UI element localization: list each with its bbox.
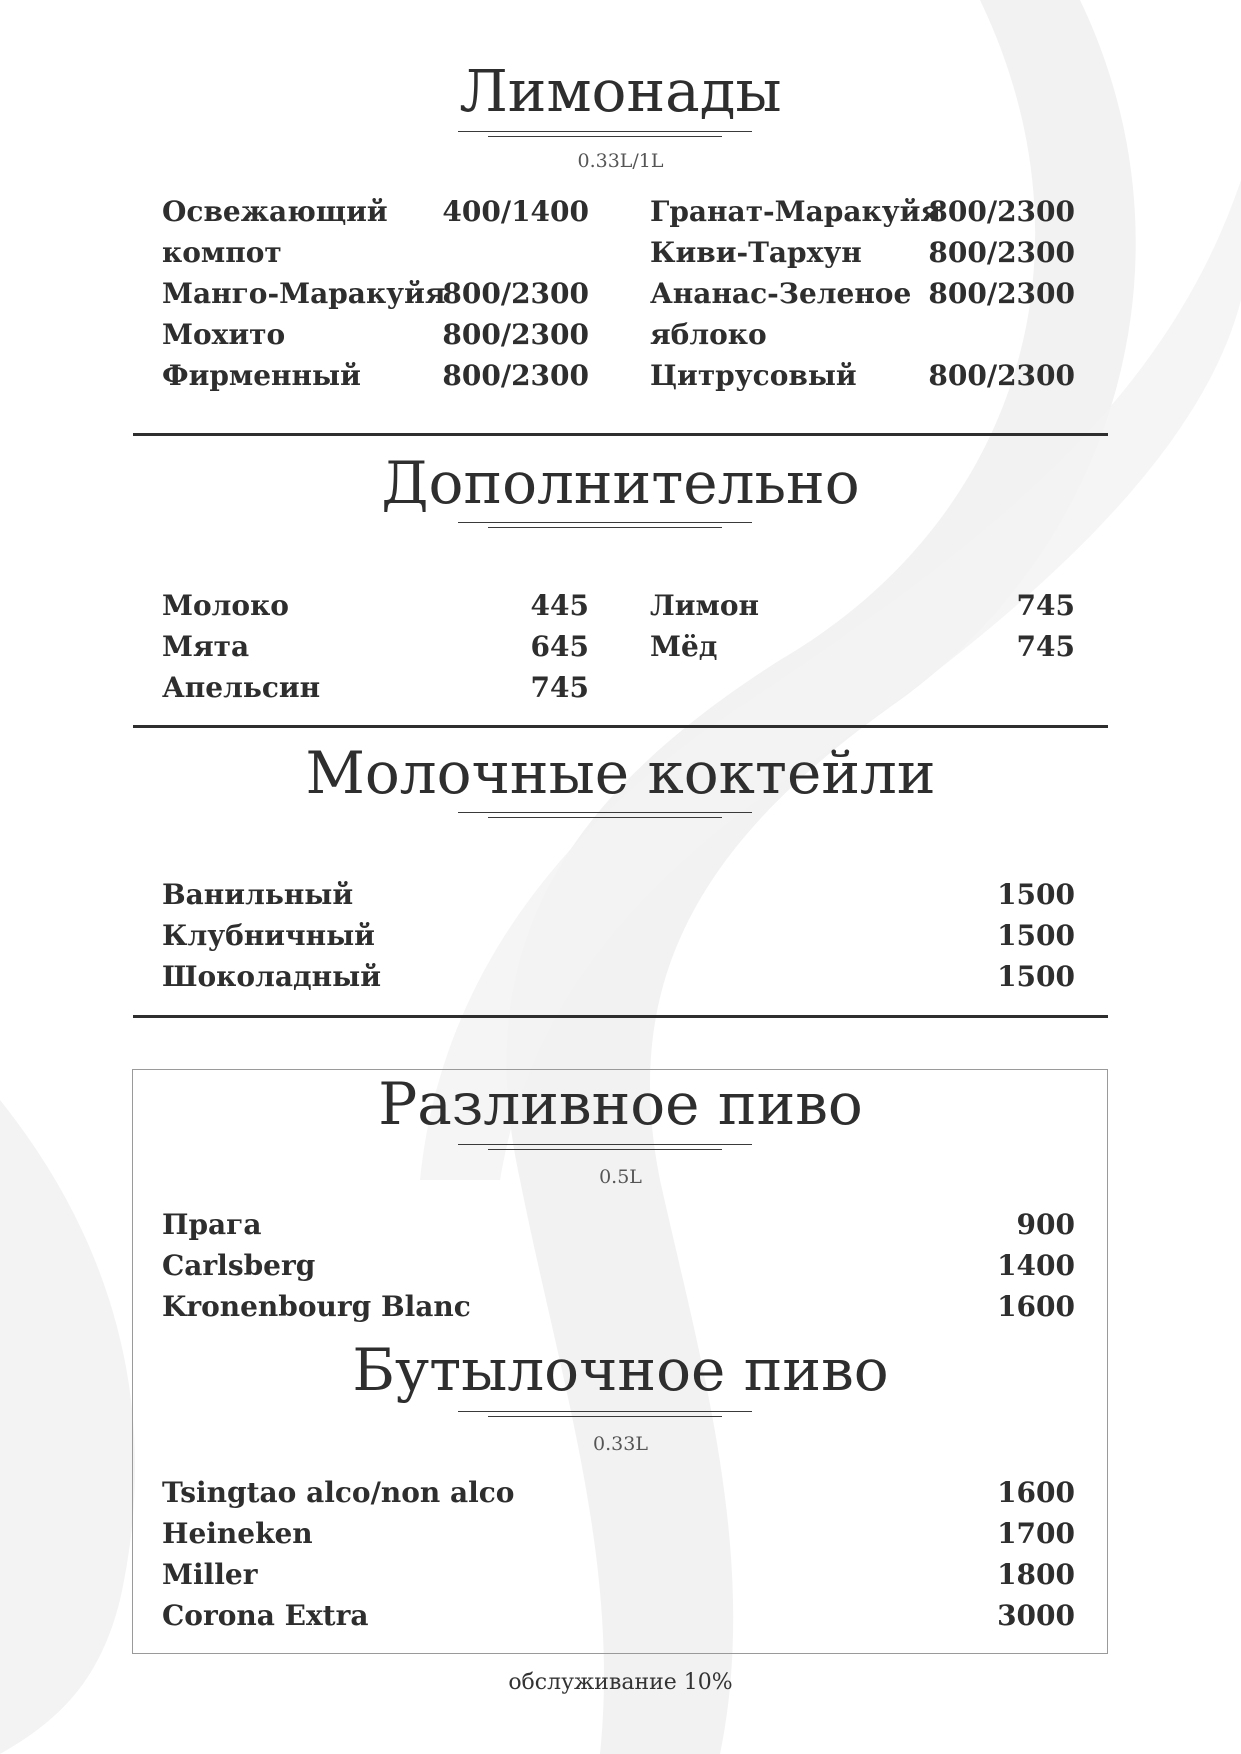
menu-item-name: Манго-Маракуйя: [162, 277, 446, 310]
menu-item-price: 1600: [997, 1476, 1075, 1509]
menu-item-name: Апельсин: [162, 671, 321, 704]
menu-item-name: Мёд: [650, 630, 718, 663]
menu-item-name: Клубничный: [162, 919, 375, 952]
section-divider: [133, 1015, 1108, 1018]
title-underline: [458, 812, 752, 818]
menu-item-price: 1400: [997, 1249, 1075, 1282]
menu-item-name: Corona Extra: [162, 1599, 369, 1632]
menu-item-price: 800/2300: [928, 277, 1075, 310]
menu-item-name: Цитрусовый: [650, 359, 857, 392]
menu-item-name: Ванильный: [162, 878, 354, 911]
draft-beer-title: Разливное пиво: [378, 1070, 863, 1138]
menu-item-price: 745: [1016, 630, 1075, 663]
menu-item-price: 1500: [997, 960, 1075, 993]
menu-item-name: Tsingtao alco/non alco: [162, 1476, 515, 1509]
lemonades-title: Лимонады: [459, 57, 782, 125]
title-underline: [458, 1411, 752, 1417]
menu-item-price: 800/2300: [928, 236, 1075, 269]
menu-item-name: яблоко: [650, 318, 767, 351]
menu-item-price: 800/2300: [442, 318, 589, 351]
menu-item-name: Carlsberg: [162, 1249, 316, 1282]
section-divider: [133, 725, 1108, 728]
title-underline: [458, 131, 752, 137]
menu-item-name: Прага: [162, 1208, 262, 1241]
menu-item-name: Мохито: [162, 318, 286, 351]
section-divider: [133, 433, 1108, 436]
menu-item-name: компот: [162, 236, 282, 269]
menu-item-name: Освежающий: [162, 195, 388, 228]
menu-item-name: Kronenbourg Blanc: [162, 1290, 471, 1323]
menu-item-price: 800/2300: [928, 195, 1075, 228]
menu-item-name: Мята: [162, 630, 250, 663]
milkshakes-title: Молочные коктейли: [305, 739, 936, 807]
menu-item-name: Лимон: [650, 589, 760, 622]
menu-item-price: 800/2300: [928, 359, 1075, 392]
menu-item-name: Heineken: [162, 1517, 313, 1550]
menu-item-price: 800/2300: [442, 359, 589, 392]
bottled-beer-volume: 0.33L: [593, 1433, 648, 1455]
menu-item-name: Ананас-Зеленое: [650, 277, 912, 310]
bottled-beer-title: Бутылочное пиво: [352, 1336, 889, 1404]
menu-item-name: Молоко: [162, 589, 289, 622]
menu-item-price: 745: [530, 671, 589, 704]
draft-beer-volume: 0.5L: [599, 1166, 642, 1188]
menu-item-price: 645: [530, 630, 589, 663]
menu-item-name: Шоколадный: [162, 960, 381, 993]
menu-item-name: Фирменный: [162, 359, 361, 392]
menu-item-price: 1700: [997, 1517, 1075, 1550]
menu-item-price: 1600: [997, 1290, 1075, 1323]
menu-item-price: 3000: [997, 1599, 1075, 1632]
menu-item-price: 445: [530, 589, 589, 622]
menu-item-price: 900: [1016, 1208, 1075, 1241]
menu-item-name: Гранат-Маракуйя: [650, 195, 942, 228]
menu-item-name: Miller: [162, 1558, 258, 1591]
menu-item-price: 1500: [997, 878, 1075, 911]
menu-item-price: 1800: [997, 1558, 1075, 1591]
lemonades-volume: 0.33L/1L: [577, 150, 664, 172]
menu-item-price: 1500: [997, 919, 1075, 952]
title-underline: [458, 522, 752, 528]
service-charge-note: обслуживание 10%: [508, 1670, 733, 1695]
menu-item-price: 745: [1016, 589, 1075, 622]
menu-item-name: Киви-Тархун: [650, 236, 862, 269]
title-underline: [458, 1144, 752, 1150]
menu-item-price: 400/1400: [442, 195, 589, 228]
menu-item-price: 800/2300: [442, 277, 589, 310]
extras-title: Дополнительно: [381, 449, 860, 517]
